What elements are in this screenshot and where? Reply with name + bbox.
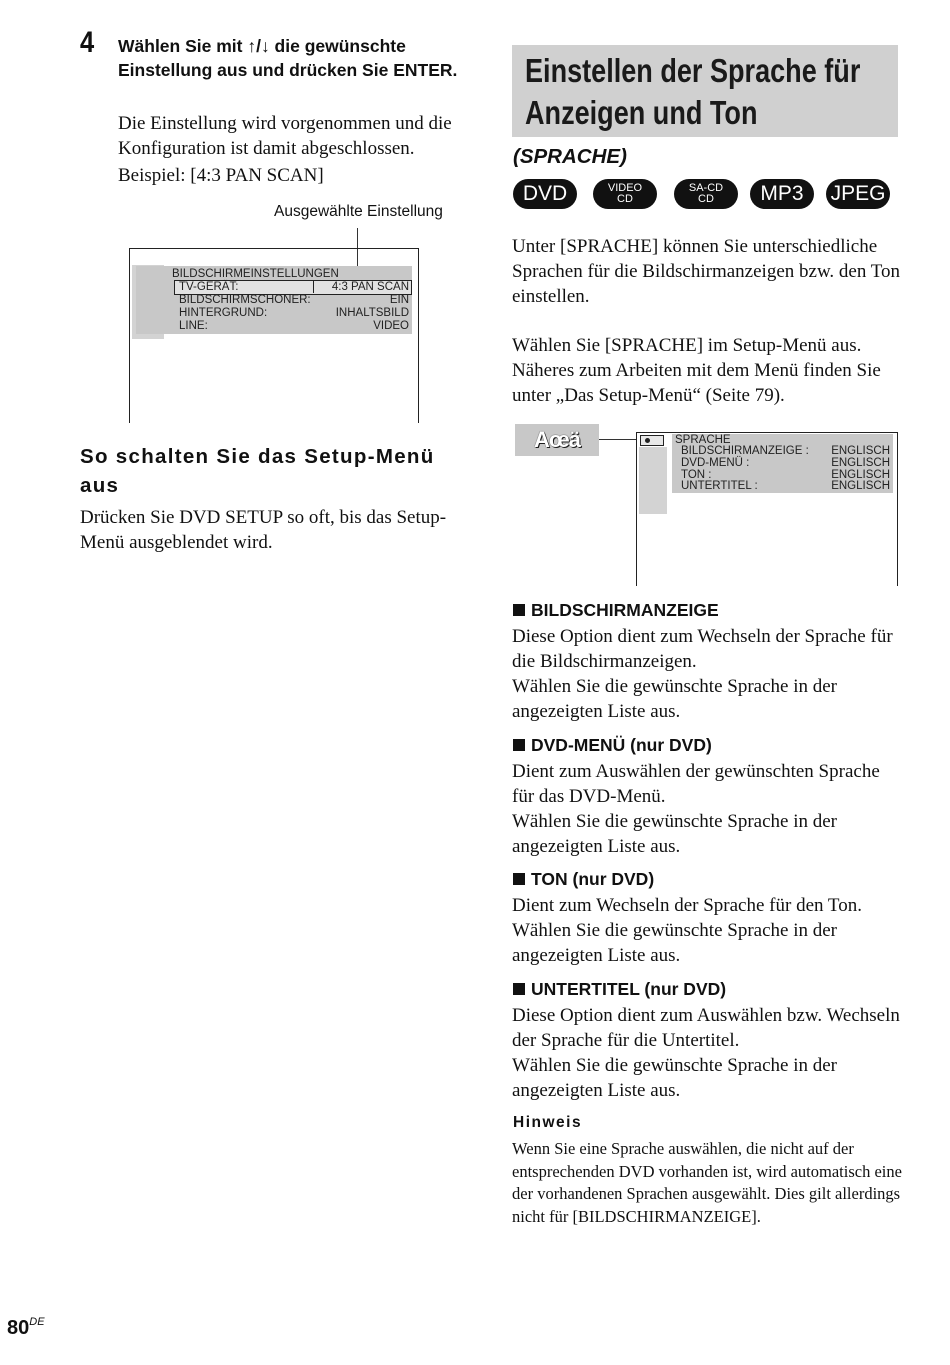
sa-cd-badge-icon bbox=[674, 179, 738, 209]
screen-row-value: EIN bbox=[389, 294, 409, 306]
badge-label: MP3 bbox=[760, 182, 804, 205]
screen-row-label: LINE: bbox=[179, 320, 208, 332]
badge-label: CD bbox=[698, 193, 714, 205]
screen-row-label: BILDSCHIRMANZEIGE : bbox=[681, 445, 809, 457]
screen-row-label: TON : bbox=[681, 469, 712, 481]
screen-row-value: 4:3 PAN SCAN bbox=[331, 281, 409, 293]
section-subtitle: (SPRACHE) bbox=[513, 145, 627, 168]
screen-sidebar bbox=[639, 447, 667, 514]
intro-paragraph: Wählen Sie [SPRACHE] im Setup-Menü aus. Näheres zum Arbeiten mit dem Menü finden Sie unter „Das Setup-Menü“ (Seite 79). bbox=[512, 335, 881, 406]
screen-row-label: HINTERGRUND: bbox=[179, 307, 268, 319]
video-cd-badge-icon bbox=[593, 179, 657, 209]
option-heading bbox=[513, 735, 712, 756]
option-heading bbox=[513, 869, 654, 890]
option-heading bbox=[513, 979, 726, 1000]
subsection-heading: So schalten Sie das Setup-Menü aus bbox=[80, 445, 435, 497]
page-number-value: 80 bbox=[7, 1317, 30, 1339]
screen-title: SPRACHE bbox=[675, 434, 731, 446]
screen-row-label: UNTERTITEL : bbox=[681, 480, 758, 492]
page-number bbox=[7, 1316, 45, 1340]
screen-row-label: TV-GERÄT: bbox=[179, 281, 239, 293]
badge-label: SA-CD bbox=[688, 182, 724, 194]
option-heading-text: TON (nur DVD) bbox=[531, 869, 655, 889]
screen-row-label: BILDSCHIRMSCHONER: bbox=[179, 294, 311, 306]
option-body: Diese Option dient zum Auswählen bzw. Wechseln der Sprache für die Untertitel. Wählen Sie die gewünschte Sprache in der angezeigten Liste aus. bbox=[512, 1005, 900, 1101]
section-title-line: Einstellen der Sprache für bbox=[525, 52, 861, 89]
step-number: 4 bbox=[80, 26, 95, 59]
screen-title: BILDSCHIRMEINSTELLUNGEN bbox=[172, 268, 339, 280]
section-title-line: Anzeigen und Ton bbox=[525, 94, 758, 131]
square-bullet-icon bbox=[513, 739, 525, 751]
section-title bbox=[525, 50, 861, 134]
subsection-body: Drücken Sie DVD SETUP so oft, bis das Setup-Menü ausgeblendet wird. bbox=[80, 507, 447, 553]
callout-line bbox=[599, 439, 637, 440]
mp3-badge-icon bbox=[750, 179, 814, 209]
step-example: Beispiel: [4:3 PAN SCAN] bbox=[118, 165, 324, 186]
option-heading-text: BILDSCHIRMANZEIGE bbox=[531, 600, 719, 620]
screen-row-label: DVD-MENÜ : bbox=[681, 457, 750, 469]
badge-label: DVD bbox=[522, 182, 568, 205]
option-heading-text: DVD-MENÜ (nur DVD) bbox=[531, 735, 712, 755]
option-body: Diese Option dient zum Wechseln der Sprache für die Bildschirmanzeigen. Wählen Sie die gewünschte Sprache in der angezeigten Liste aus. bbox=[512, 626, 893, 722]
option-body: Dient zum Auswählen der gewünschten Sprache für das DVD-Menü. Wählen Sie die gewünschte Sprache in der angezeigten Liste aus. bbox=[512, 761, 880, 857]
page-number-suffix: DE bbox=[29, 1316, 45, 1328]
screen-row-value: VIDEO bbox=[373, 320, 409, 332]
option-heading bbox=[513, 600, 719, 621]
screen-row-value: ENGLISCH bbox=[831, 445, 890, 457]
badge-label: VIDEO bbox=[607, 182, 643, 194]
screen-row-value: INHALTSBILD bbox=[335, 307, 409, 319]
intro-paragraph: Unter [SPRACHE] können Sie unterschiedliche Sprachen für die Bildschirmanzeigen bzw. den Ton einstellen. bbox=[512, 236, 901, 307]
dvd-badge-icon bbox=[513, 179, 577, 209]
step-body bbox=[118, 111, 478, 188]
screen-row-value: ENGLISCH bbox=[831, 469, 890, 481]
jpeg-badge-icon bbox=[826, 179, 890, 209]
square-bullet-icon bbox=[513, 604, 525, 616]
badge-label: CD bbox=[617, 193, 633, 205]
square-bullet-icon bbox=[513, 983, 525, 995]
step-heading: Wählen Sie mit ↑/↓ die gewünschte Einstellung aus und drücken Sie ENTER. bbox=[118, 36, 458, 80]
callout-label: Ausgewählte Einstellung bbox=[274, 203, 443, 220]
screen-row-value: ENGLISCH bbox=[831, 480, 890, 492]
screen-row-value: ENGLISCH bbox=[831, 457, 890, 469]
language-mini-icon bbox=[640, 435, 664, 446]
hint-heading: Hinweis bbox=[513, 1114, 583, 1131]
square-bullet-icon bbox=[513, 873, 525, 885]
hint-body: Wenn Sie eine Sprache auswählen, die nicht auf der entsprechenden DVD vorhanden ist, wird automatisch eine der vorhandenen Sprachen ausgewählt. Dies gilt allerdings nicht für [BILDSCHIRMANZEIGE]. bbox=[512, 1139, 902, 1226]
option-body: Dient zum Wechseln der Sprache für den Ton. Wählen Sie die gewünschte Sprache in der angezeigten Liste aus. bbox=[512, 895, 862, 966]
option-heading-text: UNTERTITEL (nur DVD) bbox=[531, 979, 727, 999]
badge-label: JPEG bbox=[830, 182, 886, 205]
language-icon: Aœä bbox=[515, 424, 599, 456]
step-body-text: Die Einstellung wird vorgenommen und die Konfiguration ist damit abgeschlossen. bbox=[118, 113, 452, 159]
